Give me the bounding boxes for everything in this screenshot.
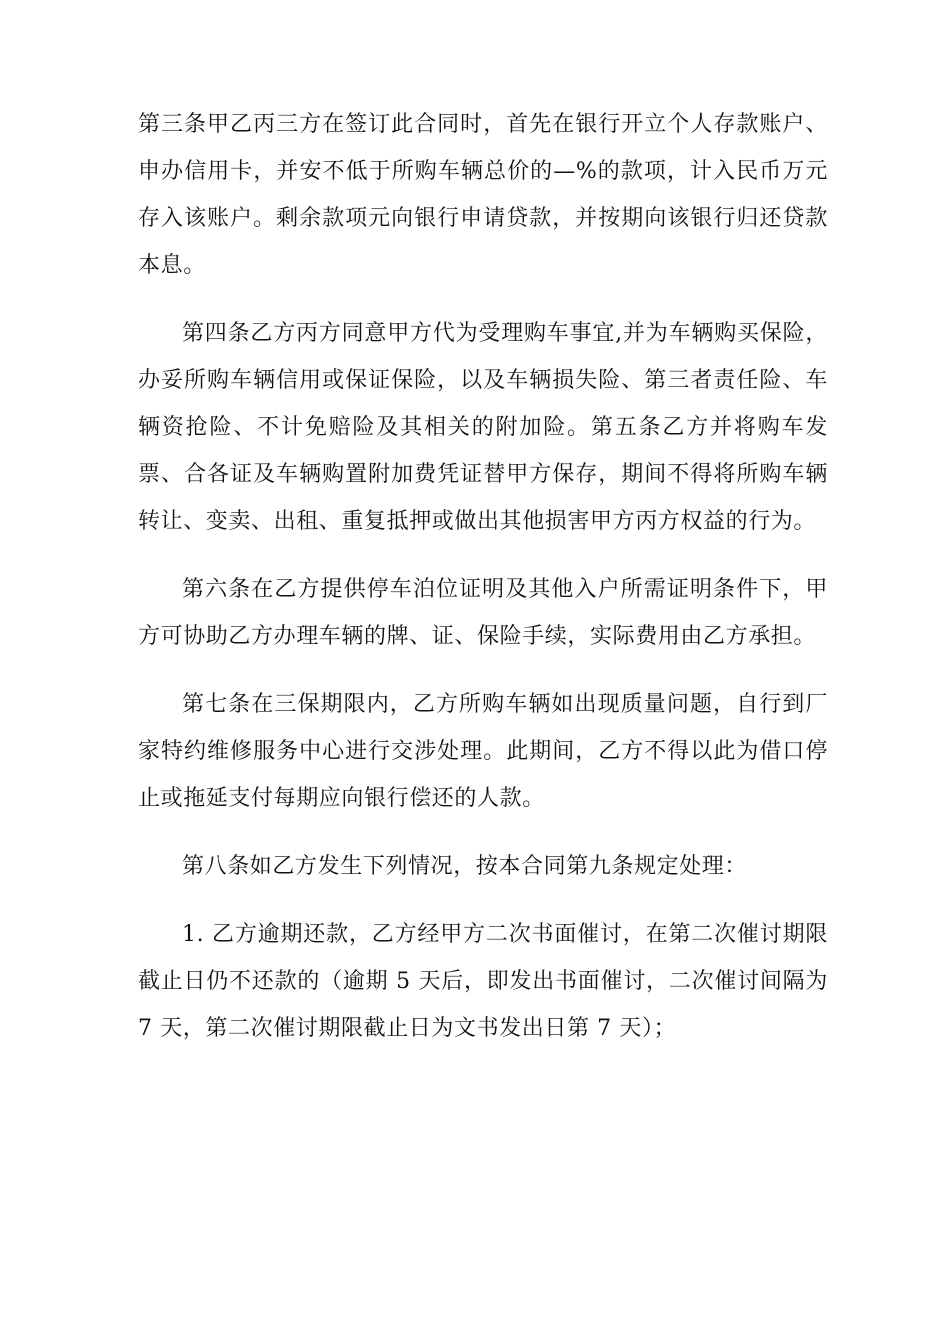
paragraph-article-7: 第七条在三保期限内，乙方所购车辆如出现质量问题，自行到厂家特约维修服务中心进行交涉处理。此期间，乙方不得以此为借口停止或拖延支付每期应向银行偿还的人款。 bbox=[138, 692, 828, 811]
paragraph-article-8: 第八条如乙方发生下列情况，按本合同第九条规定处理： bbox=[182, 854, 748, 879]
paragraph-article-4-5: 第四条乙方丙方同意甲方代为受理购车事宜,并为车辆购买保险，办妥所购车辆信用或保证保险，以及车辆损失险、第三者责任险、车辆资抢险、不计免赔险及其相关的附加险。第五条乙方并将购车发票、合各证及车辆购置附加费凭证替甲方保存，期间不得将所购车辆转让、变卖、出租、重复抵押或做出其他损害甲方丙方权益的行为。 bbox=[138, 321, 828, 534]
paragraph-article-3: 第三条甲乙丙三方在签订此合同时，首先在银行开立个人存款账户、申办信用卡，并安不低于所购车辆总价的—%的款项，计入民币万元存入该账户。剩余款项元向银行申请贷款，并按期向该银行归还贷款本息。 bbox=[138, 112, 828, 278]
paragraph-item-1: 1. 乙方逾期还款，乙方经甲方二次书面催讨，在第二次催讨期限截止日仍不还款的（逾期 5 天后，即发出书面催讨，二次催讨间隔为 7 天，第二次催讨期限截止日为文书发出日第 7 天）； bbox=[138, 922, 828, 1041]
paragraph-article-6: 第六条在乙方提供停车泊位证明及其他入户所需证明条件下，甲方可协助乙方办理车辆的牌、证、保险手续，实际费用由乙方承担。 bbox=[138, 577, 828, 649]
document-body bbox=[138, 101, 828, 1052]
